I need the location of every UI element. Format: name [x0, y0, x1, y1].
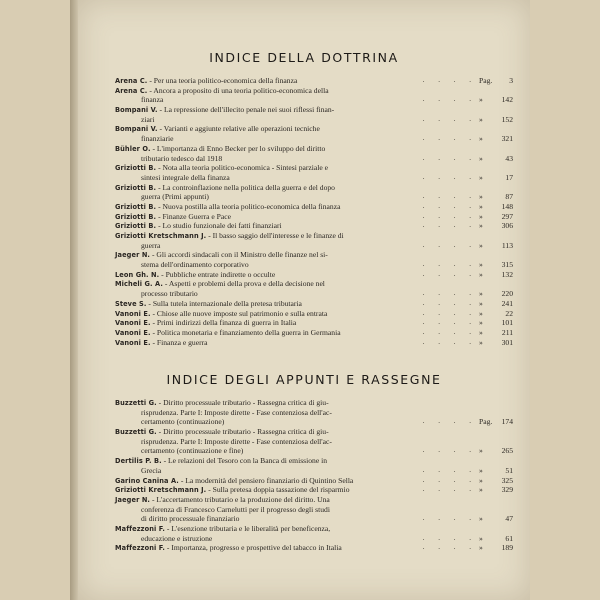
- page-marker: »: [479, 446, 483, 456]
- entry-line: [115, 543, 513, 553]
- index-entry: [115, 328, 513, 338]
- entry-line: [115, 202, 513, 212]
- index-entry: [115, 144, 513, 163]
- page-number: 43: [505, 153, 513, 163]
- leader-dots: . . . .: [422, 475, 477, 484]
- leader-dots: . . . .: [422, 533, 477, 542]
- entry-line: [115, 514, 513, 524]
- entry-text: guerra (Primi appunti): [141, 192, 209, 202]
- leader-dots: . . . .: [422, 221, 477, 230]
- leader-dots: . . . .: [422, 76, 477, 84]
- index-entry: [115, 221, 513, 231]
- page-number: 152: [501, 114, 513, 124]
- entry-page: [479, 309, 513, 319]
- entry-text: - Varianti e aggiunte relative alle operazioni tecniche: [159, 124, 320, 134]
- entry-author: Maffezzoni F.: [115, 544, 166, 553]
- entry-line: [115, 279, 513, 289]
- entry-author: Griziotti B.: [115, 164, 157, 173]
- entry-line: [115, 495, 513, 505]
- entry-line: [115, 338, 513, 348]
- entry-author: Arena C.: [115, 77, 148, 85]
- page-marker: »: [479, 308, 483, 318]
- page-number: 148: [501, 201, 513, 211]
- entry-page: [479, 212, 513, 222]
- entry-line: [115, 476, 513, 486]
- page-marker: »: [479, 201, 483, 211]
- entry-line: [115, 318, 513, 328]
- entry-author: Buzzetti G.: [115, 428, 157, 437]
- entry-text: finanza: [141, 95, 164, 105]
- page-marker: »: [479, 134, 483, 144]
- index-entry: [115, 309, 513, 319]
- entry-line: [115, 456, 513, 466]
- page-marker: »: [479, 543, 483, 553]
- index-entry: [115, 398, 513, 427]
- entry-page: [479, 270, 513, 280]
- entry-line: [115, 299, 513, 309]
- entry-author: Griziotti B.: [115, 183, 157, 192]
- entry-line: [115, 231, 513, 241]
- page-number: 189: [501, 543, 513, 553]
- leader-dots: . . . .: [422, 337, 477, 346]
- entry-text: - La controinflazione nella politica della guerra e del dopo: [158, 182, 335, 192]
- page-number: 315: [501, 260, 513, 270]
- entry-author: Buzzetti G.: [115, 399, 157, 407]
- entry-page: [479, 466, 513, 476]
- entry-text: - Per una teoria politico-economica della finanza: [149, 76, 298, 85]
- entry-line: [115, 221, 513, 231]
- page-number: 174: [501, 417, 513, 427]
- entry-line: [115, 260, 513, 270]
- leader-dots: . . . .: [422, 211, 477, 220]
- entry-author: Vanoni E.: [115, 309, 151, 318]
- entry-text: - Pubbliche entrate indirette o occulte: [161, 269, 276, 279]
- leader-dots: . . . .: [422, 446, 477, 455]
- entry-line: [115, 437, 513, 447]
- book-page: [78, 0, 530, 600]
- entry-page: [479, 173, 513, 183]
- page-number: 325: [501, 475, 513, 485]
- dottrina-list: [115, 76, 513, 347]
- entry-line: [115, 328, 513, 338]
- leader-dots: . . . .: [422, 327, 477, 336]
- leader-dots: . . . .: [422, 95, 477, 104]
- entry-page: [479, 485, 513, 495]
- entry-author: Griziotti B.: [115, 212, 157, 221]
- entry-line: [115, 212, 513, 222]
- leader-dots: . . . .: [422, 153, 477, 162]
- page-marker: »: [479, 172, 483, 182]
- entry-text: - L'importanza di Enno Becker per lo sviluppo del diritto: [152, 143, 326, 153]
- page-marker: »: [479, 95, 483, 105]
- index-entry: [115, 427, 513, 456]
- entry-line: [115, 505, 513, 515]
- appunti-title: INDICE DEGLI APPUNTI E RASSEGNE: [166, 372, 442, 387]
- entry-line: [115, 124, 513, 134]
- leader-dots: . . . .: [422, 289, 477, 298]
- entry-line: [115, 115, 513, 125]
- entry-text: Grecia: [141, 465, 162, 475]
- entry-author: Vanoni E.: [115, 338, 151, 347]
- leader-dots: . . . .: [422, 240, 477, 249]
- entry-line: [115, 144, 513, 154]
- entry-page: [479, 95, 513, 105]
- index-entry: [115, 86, 513, 105]
- entry-line: [115, 485, 513, 495]
- entry-author: Vanoni E.: [115, 328, 151, 337]
- entry-text: certamento (continuazione): [141, 417, 225, 427]
- entry-author: Jaeger N.: [115, 495, 151, 504]
- entry-text: processo tributario: [141, 289, 198, 299]
- leader-dots: . . . .: [422, 201, 477, 210]
- entry-text: risprudenza. Parte I: Imposte dirette - Fase contenziosa dell'ac-: [141, 436, 332, 446]
- entry-text: - Finanza e guerra: [152, 337, 208, 347]
- index-entry: [115, 338, 513, 348]
- entry-page: [479, 134, 513, 144]
- page-marker: »: [479, 298, 483, 308]
- entry-line: [115, 250, 513, 260]
- entry-line: [115, 289, 513, 299]
- entry-page: [479, 534, 513, 544]
- entry-page: [479, 417, 513, 427]
- page-marker: »: [479, 269, 483, 279]
- entry-author: Griziotti B.: [115, 202, 157, 211]
- entry-text: - Sulla pretesa doppia tassazione del risparmio: [208, 485, 350, 495]
- page-marker: »: [479, 465, 483, 475]
- entry-text: certamento (continuazione e fine): [141, 446, 244, 456]
- index-entry: [115, 270, 513, 280]
- entry-text: - Lo studio funzionale dei fatti finanziari: [158, 221, 282, 231]
- page-number: 47: [505, 514, 513, 524]
- index-entry: [115, 231, 513, 250]
- page-marker: »: [479, 327, 483, 337]
- entry-page: [479, 221, 513, 231]
- entry-text: stema dell'ordinamento corporativo: [141, 260, 249, 270]
- page-marker: »: [479, 211, 483, 221]
- page-number: 329: [501, 485, 513, 495]
- entry-line: [115, 417, 513, 427]
- page-marker: »: [479, 533, 483, 543]
- entry-author: Arena C.: [115, 86, 148, 95]
- entry-line: [115, 466, 513, 476]
- entry-line: [115, 309, 513, 319]
- index-entry: [115, 495, 513, 524]
- page-marker: »: [479, 114, 483, 124]
- index-entry: [115, 163, 513, 182]
- index-entry: [115, 105, 513, 124]
- entry-author: Vanoni E.: [115, 319, 151, 328]
- entry-author: Bompani V.: [115, 125, 158, 134]
- page-marker: »: [479, 514, 483, 524]
- appunti-list: [115, 398, 513, 553]
- page-marker: »: [479, 192, 483, 202]
- entry-text: tributario tedesco dal 1918: [141, 153, 223, 163]
- entry-page: [479, 328, 513, 338]
- entry-line: [115, 241, 513, 251]
- index-entry: [115, 124, 513, 143]
- entry-line: [115, 163, 513, 173]
- entry-text: - Finanze Guerra e Pace: [158, 211, 232, 221]
- leader-dots: . . . .: [422, 298, 477, 307]
- index-entry: [115, 524, 513, 543]
- index-entry: [115, 279, 513, 298]
- index-entry: [115, 183, 513, 202]
- leader-dots: . . . .: [422, 114, 477, 123]
- leader-dots: . . . .: [422, 260, 477, 269]
- entry-line: [115, 183, 513, 193]
- page-number: 87: [505, 192, 513, 202]
- entry-author: Bompani V.: [115, 106, 158, 115]
- index-entry: [115, 250, 513, 269]
- page-number: 51: [505, 465, 513, 475]
- entry-text: - Ancora a proposito di una teoria politico-economica della: [149, 85, 329, 95]
- entry-text: - Importanza, progresso e prospettive del tabacco in Italia: [166, 543, 342, 553]
- entry-page: [479, 476, 513, 486]
- entry-line: [115, 427, 513, 437]
- entry-text: - Il basso saggio dell'interesse e le finanze di: [208, 231, 344, 240]
- entry-text: - Diritto processuale tributario - Rassegna critica di giu-: [158, 427, 329, 437]
- entry-line: [115, 534, 513, 544]
- page-number: 265: [501, 446, 513, 456]
- entry-text: di diritto processuale finanziario: [141, 514, 240, 524]
- page-number: 301: [501, 337, 513, 347]
- entry-author: Micheli G. A.: [115, 280, 163, 289]
- page-number: 22: [505, 308, 513, 318]
- entry-line: [115, 398, 513, 408]
- entry-text: - Politica monetaria e finanziamento della guerra in Germania: [152, 327, 341, 337]
- page-marker: »: [479, 153, 483, 163]
- entry-text: - Sulla tutela internazionale della pretesa tributaria: [148, 298, 302, 308]
- page-number: 17: [505, 172, 513, 182]
- index-entry: [115, 476, 513, 486]
- entry-text: - Gli accordi sindacali con il Ministro delle finanze nel si-: [151, 250, 328, 260]
- entry-text: educazione e istruzione: [141, 533, 213, 543]
- index-entry: [115, 212, 513, 222]
- page-marker: »: [479, 318, 483, 328]
- leader-dots: . . . .: [422, 269, 477, 278]
- entry-line: [115, 95, 513, 105]
- entry-line: [115, 76, 513, 86]
- entry-author: Leon Gh. N.: [115, 270, 160, 279]
- entry-line: [115, 524, 513, 534]
- entry-page: [479, 514, 513, 524]
- page-marker: »: [479, 337, 483, 347]
- index-entry: [115, 318, 513, 328]
- leader-dots: . . . .: [422, 192, 477, 201]
- entry-line: [115, 446, 513, 456]
- page-number: 113: [501, 240, 513, 250]
- page-number: 101: [501, 318, 513, 328]
- entry-line: [115, 154, 513, 164]
- entry-page: [479, 543, 513, 553]
- entry-line: [115, 192, 513, 202]
- entry-page: [479, 115, 513, 125]
- page-number: 220: [501, 289, 513, 299]
- page-marker: Pag.: [479, 417, 493, 427]
- page-number: 241: [501, 298, 513, 308]
- page-number: 306: [501, 221, 513, 231]
- entry-page: [479, 154, 513, 164]
- leader-dots: . . . .: [422, 465, 477, 474]
- page-number: 297: [501, 211, 513, 221]
- leader-dots: . . . .: [422, 172, 477, 181]
- entry-page: [479, 241, 513, 251]
- page-marker: »: [479, 260, 483, 270]
- entry-text: - L'accertamento tributario e la produzione del diritto. Una: [151, 494, 330, 504]
- entry-text: sintesi integrale della finanza: [141, 172, 230, 182]
- entry-text: ziari: [141, 114, 155, 124]
- page-number: 321: [501, 134, 513, 144]
- page-number: 3: [509, 76, 513, 85]
- page-marker: »: [479, 475, 483, 485]
- page-marker: »: [479, 485, 483, 495]
- page-number: 132: [501, 269, 513, 279]
- entry-page: [479, 76, 513, 86]
- entry-author: Griziotti Kretschmann J.: [115, 486, 207, 495]
- page-marker: »: [479, 240, 483, 250]
- entry-page: [479, 202, 513, 212]
- page-number: 211: [501, 327, 513, 337]
- entry-text: - Nuova postilla alla teoria politico-economica della finanza: [158, 201, 341, 211]
- leader-dots: . . . .: [422, 318, 477, 327]
- entry-author: Jaeger N.: [115, 251, 151, 260]
- entry-author: Griziotti B.: [115, 222, 157, 231]
- entry-author: Garino Canina A.: [115, 476, 179, 485]
- entry-text: finanziarie: [141, 134, 174, 144]
- page-number: 142: [501, 95, 513, 105]
- leader-dots: . . . .: [422, 514, 477, 523]
- entry-page: [479, 289, 513, 299]
- leader-dots: . . . .: [422, 417, 477, 426]
- entry-line: [115, 408, 513, 418]
- index-entry: [115, 485, 513, 495]
- entry-text: - L'esenzione tributaria e le liberalità per beneficenza,: [166, 523, 331, 533]
- page-marker: »: [479, 289, 483, 299]
- entry-line: [115, 270, 513, 280]
- entry-page: [479, 299, 513, 309]
- leader-dots: . . . .: [422, 485, 477, 494]
- index-entry: [115, 76, 513, 86]
- entry-page: [479, 318, 513, 328]
- entry-author: Maffezzoni F.: [115, 524, 166, 533]
- entry-text: conferenza di Francesco Carnelutti per il progresso degli studi: [141, 504, 330, 514]
- entry-line: [115, 134, 513, 144]
- page-marker: Pag.: [479, 76, 493, 85]
- entry-text: - Chiose alle nuove imposte sul patrimonio e sulla entrata: [152, 308, 328, 318]
- entry-author: Griziotti Kretschmann J.: [115, 232, 207, 240]
- entry-author: Bühler O.: [115, 144, 151, 153]
- entry-page: [479, 192, 513, 202]
- entry-text: - Nota alla teoria politico-economica - Sintesi parziale e: [158, 163, 329, 173]
- entry-line: [115, 173, 513, 183]
- entry-page: [479, 446, 513, 456]
- entry-text: risprudenza. Parte I: Imposte dirette - Fase contenziosa dell'ac-: [141, 407, 332, 417]
- entry-text: - La modernità del pensiero finanziario di Quintino Sella: [180, 475, 354, 485]
- leader-dots: . . . .: [422, 308, 477, 317]
- entry-author: Steve S.: [115, 299, 147, 308]
- entry-text: - Diritto processuale tributario - Rassegna critica di giu-: [158, 398, 329, 407]
- page-number: 61: [505, 533, 513, 543]
- leader-dots: . . . .: [422, 543, 477, 552]
- entry-text: - Aspetti e problemi della prova e della decisione nel: [164, 279, 325, 289]
- index-entry: [115, 543, 513, 553]
- index-entry: [115, 299, 513, 309]
- entry-page: [479, 260, 513, 270]
- page-marker: »: [479, 221, 483, 231]
- index-entry: [115, 456, 513, 475]
- entry-text: guerra: [141, 240, 161, 250]
- entry-author: Dertilis P. B.: [115, 457, 162, 466]
- entry-text: - Primi indirizzi della finanza di guerra in Italia: [152, 318, 297, 328]
- entry-page: [479, 338, 513, 348]
- entry-text: - La repressione dell'illecito penale nei suoi riflessi finan-: [159, 105, 335, 115]
- entry-text: - Le relazioni del Tesoro con la Banca di emissione in: [163, 456, 327, 466]
- entry-line: [115, 105, 513, 115]
- index-entry: [115, 202, 513, 212]
- entry-line: [115, 86, 513, 96]
- leader-dots: . . . .: [422, 134, 477, 143]
- dottrina-title: INDICE DELLA DOTTRINA: [209, 50, 399, 65]
